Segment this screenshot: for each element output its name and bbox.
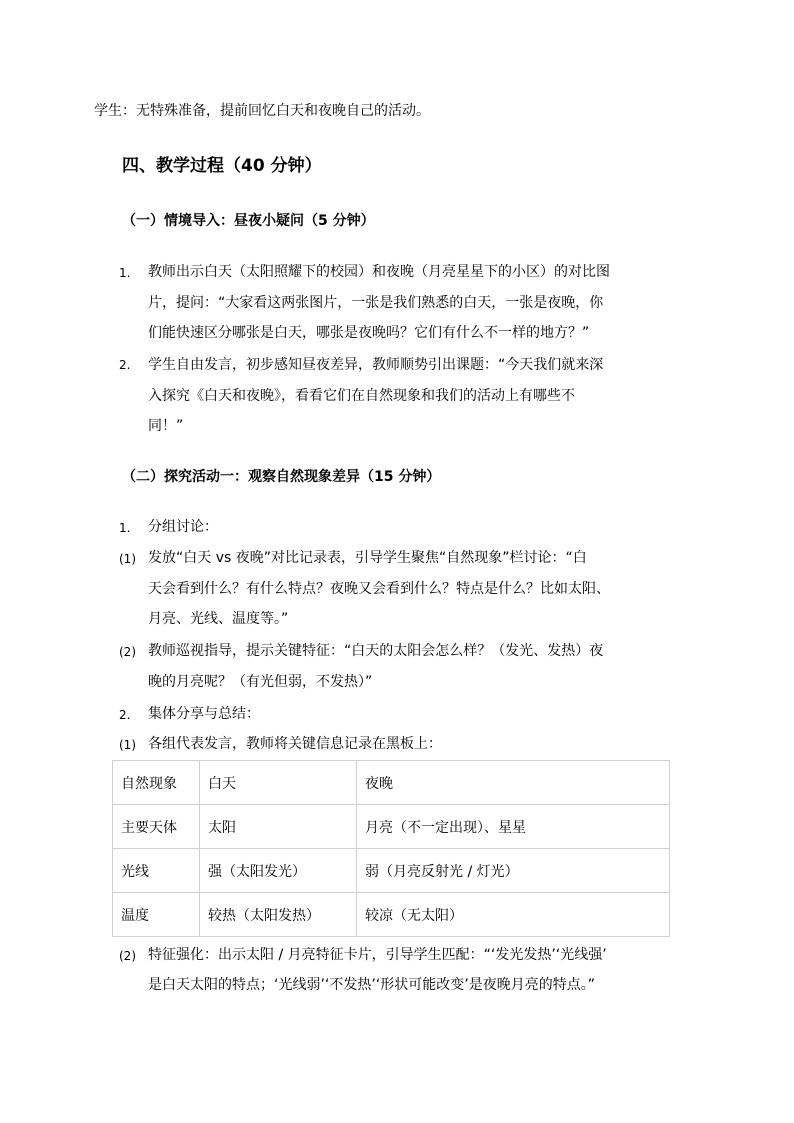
list-item-line: 学生自由发言，初步感知昼夜差异，教师顺势引出课题：“今天我们就来深	[148, 357, 604, 373]
list-item-line: 入探究《白天和夜晚》，看看它们在自然现象和我们的活动上有哪些不	[148, 388, 575, 404]
table-cell: 太阳	[200, 805, 357, 849]
list-number: 2.	[119, 708, 131, 722]
table-header-row	[113, 761, 670, 805]
sub-list-number: (2)	[119, 949, 136, 963]
list-item-line: 集体分享与总结：	[148, 706, 260, 722]
subsection-heading: （一）情境导入：昼夜小疑问（5 分钟）	[122, 213, 375, 229]
list-item-line: 教师出示白天（太阳照耀下的校园）和夜晚（月亮星星下的小区）的对比图	[148, 264, 610, 280]
list-item-line: 各组代表发言，教师将关键信息记录在黑板上：	[148, 736, 442, 752]
table-cell: 主要天体	[113, 805, 200, 849]
list-item-line: 们能快速区分哪张是白天，哪张是夜晚吗？它们有什么不一样的地方？”	[148, 325, 590, 341]
table-cell: 月亮（不一定出现）、星星	[357, 805, 670, 849]
list-item-line: 是白天太阳的特点；‘光线弱’‘不发热’‘形状可能改变’是夜晚月亮的特点。”	[148, 977, 595, 993]
comparison-table	[112, 760, 670, 937]
list-item-line: 片，提问：“大家看这两张图片，一张是我们熟悉的白天，一张是夜晚，你	[148, 295, 604, 311]
table-cell: 自然现象	[113, 761, 200, 805]
list-item-line: 月亮、光线、温度等。”	[148, 611, 289, 627]
table-cell: 夜晚	[357, 761, 670, 805]
sub-list-number: (2)	[119, 645, 136, 659]
list-item-line: 特征强化：出示太阳 / 月亮特征卡片，引导学生匹配：“‘发光发热’‘光线强’	[148, 947, 607, 963]
table-row	[113, 805, 670, 849]
table-cell: 光线	[113, 849, 200, 893]
table-cell: 温度	[113, 893, 200, 937]
table-cell: 白天	[200, 761, 357, 805]
list-item-line: 发放“白天 vs 夜晚”对比记录表，引导学生聚焦“自然现象”栏讨论：“白	[148, 550, 587, 566]
prep-line: 学生：无特殊准备，提前回忆白天和夜晚自己的活动。	[94, 103, 430, 119]
section-heading: 四、教学过程（40 分钟）	[122, 156, 322, 176]
table-row	[113, 849, 670, 893]
sub-list-number: (1)	[119, 552, 136, 566]
list-number: 1.	[119, 521, 131, 535]
table-cell: 较热（太阳发热）	[200, 893, 357, 937]
list-number: 1.	[119, 266, 131, 280]
list-item-line: 同！”	[148, 418, 184, 434]
table-row	[113, 893, 670, 937]
list-item-line: 天会看到什么？有什么特点？夜晚又会看到什么？特点是什么？比如太阳、	[148, 581, 610, 597]
table-cell: 较凉（无太阳）	[357, 893, 670, 937]
list-item-line: 分组讨论：	[148, 519, 218, 535]
table-cell: 弱（月亮反射光 / 灯光）	[357, 849, 670, 893]
list-item-line: 晚的月亮呢？（有光但弱，不发热）”	[148, 674, 373, 690]
subsection-heading: （二）探究活动一：观察自然现象差异（15 分钟）	[122, 469, 441, 485]
list-item-line: 教师巡视指导，提示关键特征：“白天的太阳会怎么样？（发光、发热）夜	[148, 643, 604, 659]
table-cell: 强（太阳发光）	[200, 849, 357, 893]
list-number: 2.	[119, 358, 131, 372]
sub-list-number: (1)	[119, 738, 136, 752]
